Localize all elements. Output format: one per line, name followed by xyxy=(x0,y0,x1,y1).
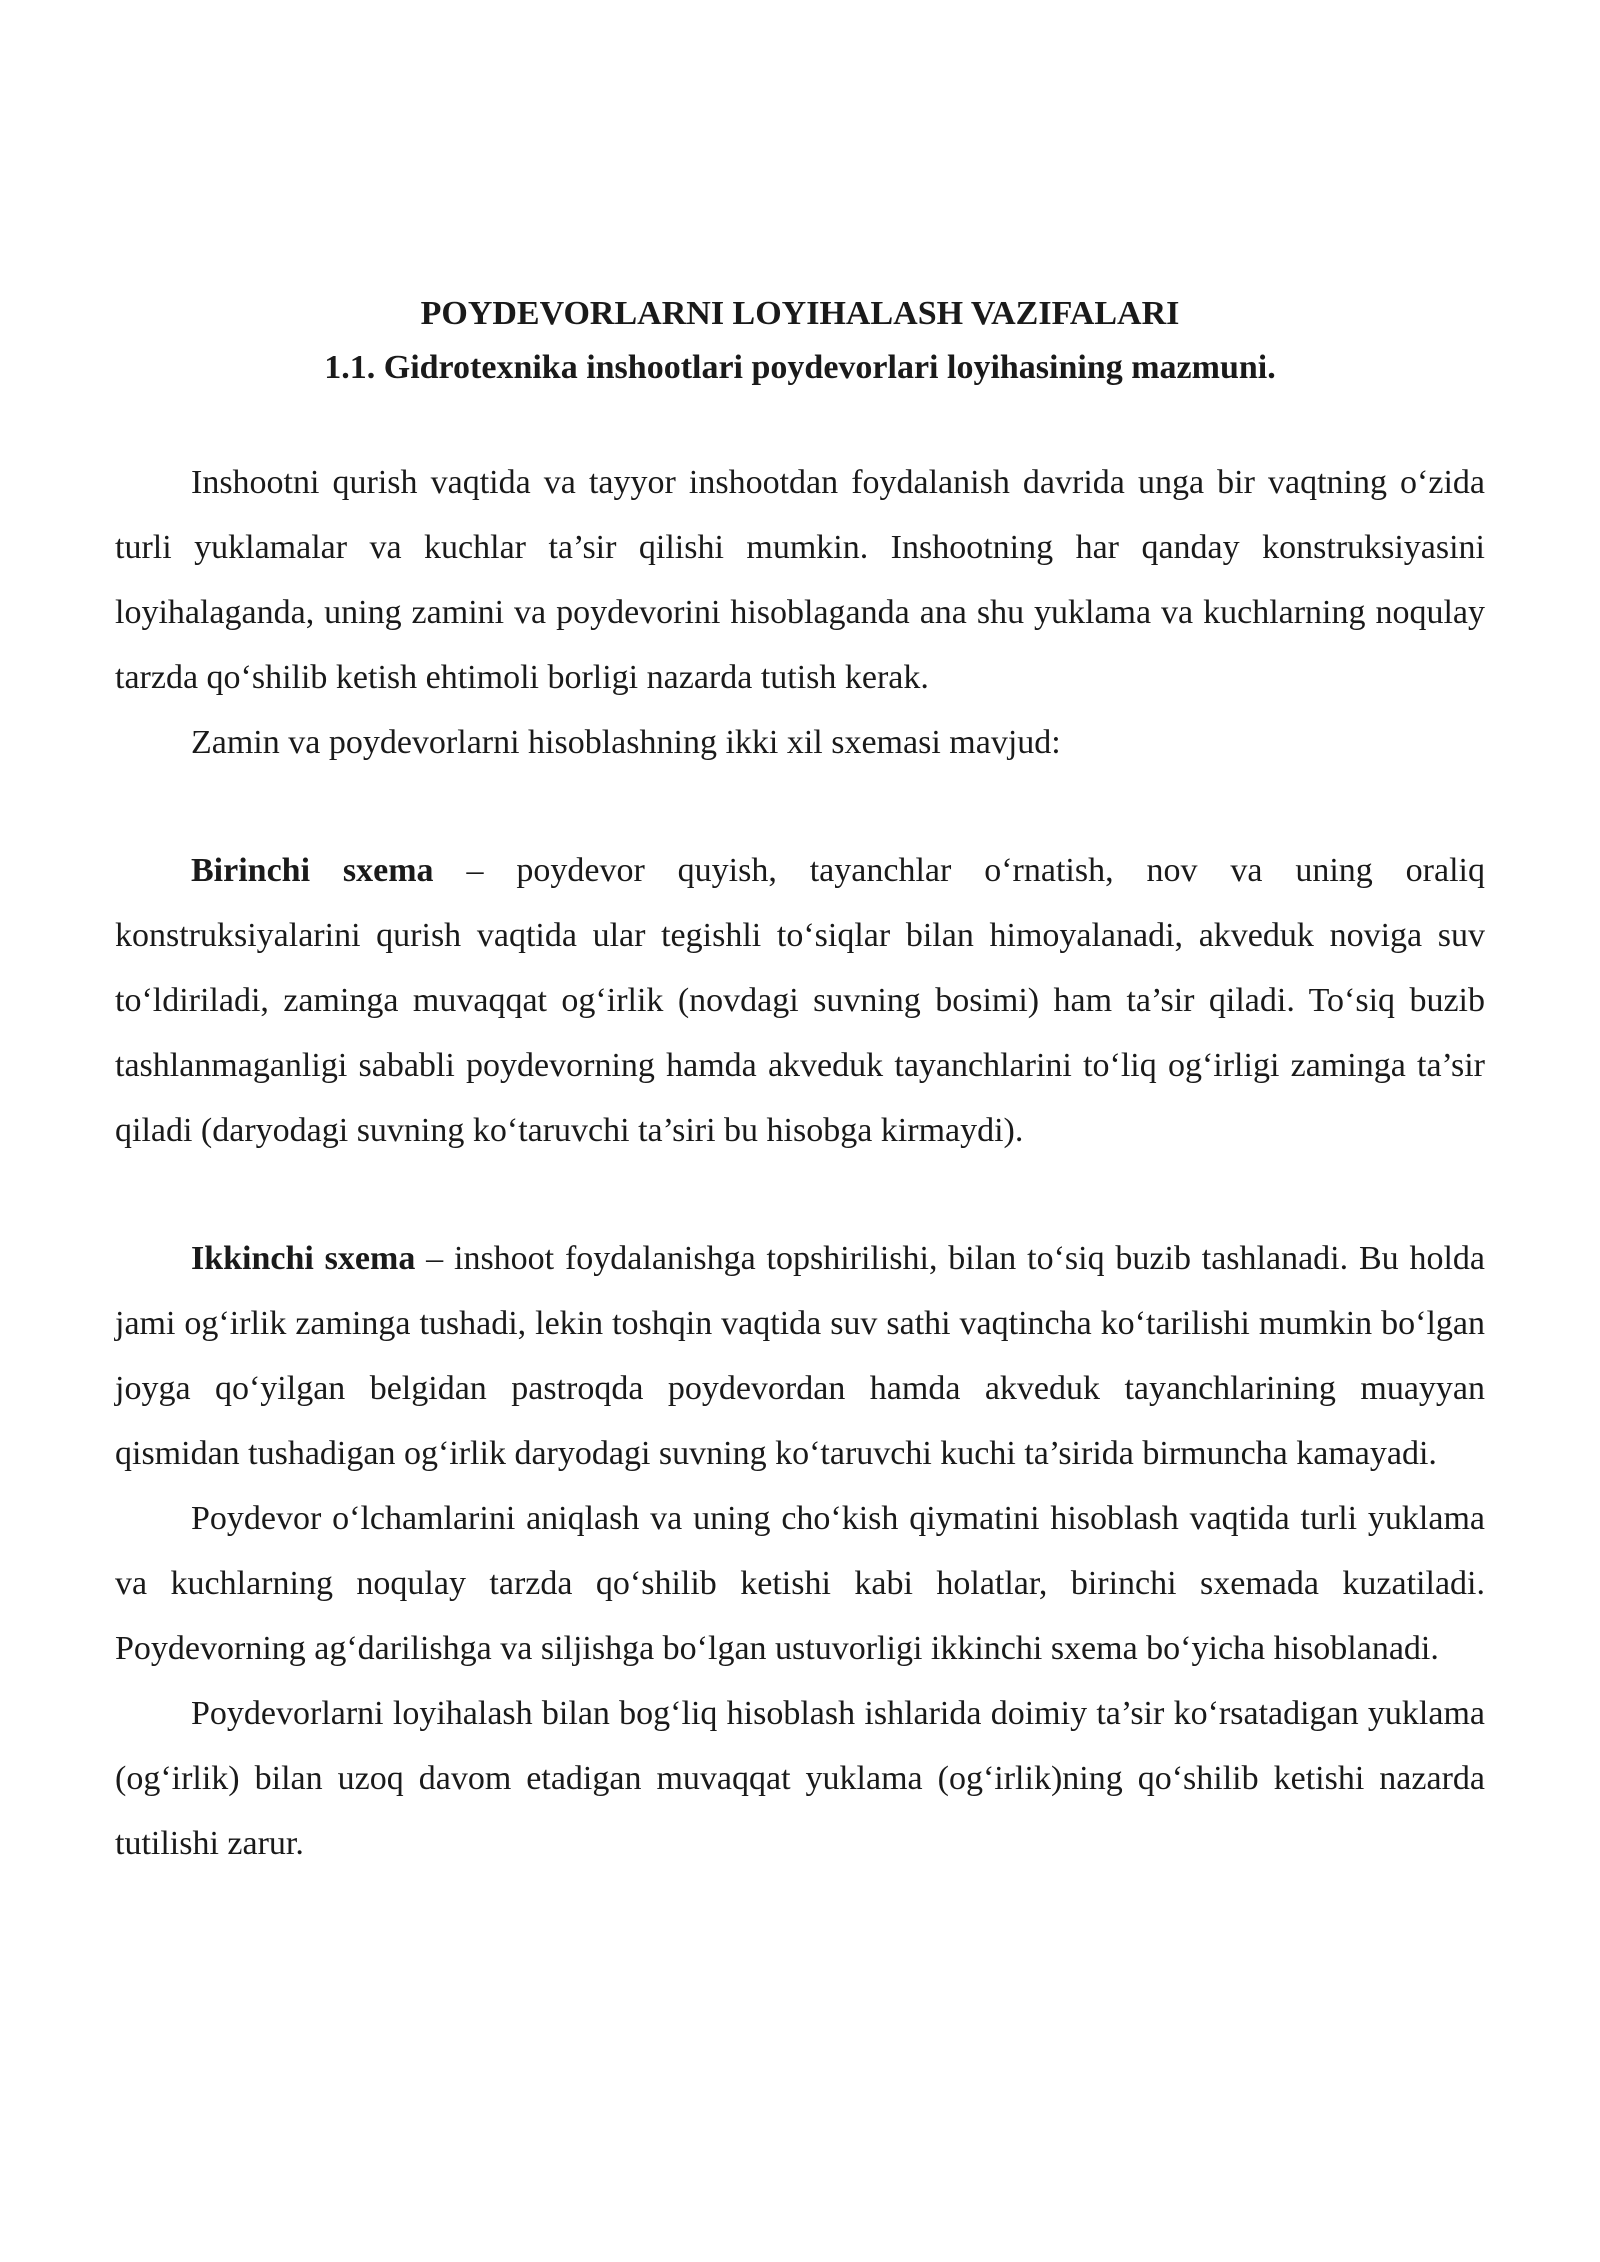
paragraph-loads xyxy=(115,1681,1485,1876)
document-title: POYDEVORLARNI LOYIHALASH VAZIFALARI xyxy=(420,295,1180,332)
paragraph-text: – poydevor quyish, tayanchlar o‘rnatish, nov va uning oraliq konstruksiyalarini qurish vaqtida ular tegishli to‘siqlar bilan himoyalanadi, akveduk noviga suv to‘ldiriladi, zaminga muvaqqat og‘irlik (novdagi suvning bosimi) ham ta’sir qiladi. To‘siq buzib tashlanmaganligi sababli poydevorning hamda akveduk tayanchlarini to‘liq og‘irligi zaminga ta’sir qiladi (daryodagi suvning ko‘taruvchi ta’siri bu hisobga kirmaydi). xyxy=(115,852,1485,1149)
paragraph-intro xyxy=(115,450,1485,710)
paragraph-text: Zamin va poydevorlarni hisoblashning ikki xil sxemasi mavjud: xyxy=(191,724,1061,761)
paragraph-text: Poydevorlarni loyihalash bilan bog‘liq hisoblash ishlarida doimiy ta’sir ko‘rsatadigan yuklama (og‘irlik) bilan uzoq davom etadigan muvaqqat yuklama (og‘irlik)ning qo‘shilib ketishi nazarda tutilishi zarur. xyxy=(115,1695,1485,1862)
section-heading: 1.1. Gidrotexnika inshootlari poydevorlari loyihasining mazmuni. xyxy=(324,349,1276,386)
paragraph-second-scheme xyxy=(115,1226,1485,1486)
paragraph-text: Poydevor o‘lchamlarini aniqlash va uning cho‘kish qiymatini hisoblash vaqtida turli yuklama va kuchlarning noqulay tarzda qo‘shilib ketishi kabi holatlar, birinchi sxemada kuzatiladi. Poydevorning ag‘darilishga va siljishga bo‘lgan ustuvorligi ikkinchi sxema bo‘yicha hisoblanadi. xyxy=(115,1500,1485,1667)
paragraph-dimensions xyxy=(115,1486,1485,1681)
paragraph-lead: Ikkinchi sxema xyxy=(191,1240,416,1277)
paragraph-lead: Birinchi sxema xyxy=(191,852,434,889)
paragraph-text: Inshootni qurish vaqtida va tayyor inshootdan foydalanish davrida unga bir vaqtning o‘zida turli yuklamalar va kuchlar ta’sir qilishi mumkin. Inshootning har qanday konstruksiyasini loyihalaganda, uning zamini va poydevorini hisoblaganda ana shu yuklama va kuchlarning noqulay tarzda qo‘shilib ketish ehtimoli borligi nazarda tutish kerak. xyxy=(115,464,1485,696)
paragraph-schemes xyxy=(115,710,1485,775)
paragraph-text: – inshoot foydalanishga topshirilishi, bilan to‘siq buzib tashlanadi. Bu holda jami og‘irlik zaminga tushadi, lekin toshqin vaqtida suv sathi vaqtincha ko‘tarilishi mumkin bo‘lgan joyga qo‘yilgan belgidan pastroqda poydevordan hamda akveduk tayanchlarining muayyan qismidan tushadigan og‘irlik daryodagi suvning ko‘taruvchi kuchi ta’sirida birmuncha kamayadi. xyxy=(115,1240,1485,1472)
paragraph-first-scheme xyxy=(115,838,1485,1163)
document-page xyxy=(115,288,1485,1876)
